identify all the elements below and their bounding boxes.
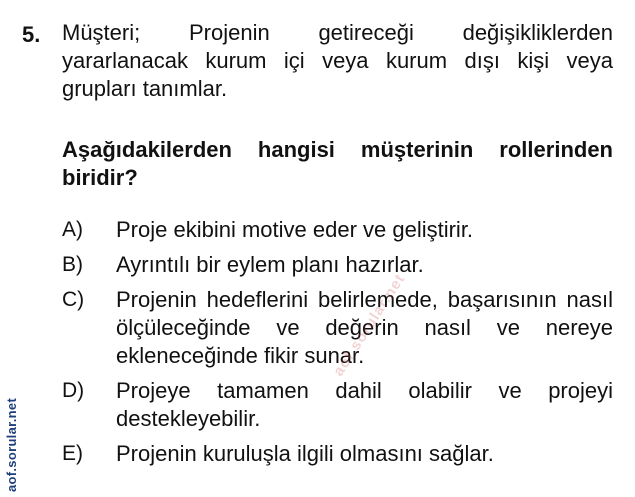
option-a-text: Proje ekibini motive eder ve geliştirir. — [116, 217, 474, 242]
option-d[interactable] — [62, 377, 613, 433]
option-e[interactable] — [62, 440, 613, 468]
side-watermark: aof.sorular.net — [4, 397, 19, 492]
diagonal-watermark: aof.sorular.net — [330, 270, 409, 380]
option-c-text: Projenin hedeflerini belirlemede, başarısının nasıl ölçüleceğinde ve değerin nasıl ve nereye ekleneceğinde fikir sunar. — [116, 287, 613, 368]
option-d-letter: D) — [62, 379, 85, 402]
option-c-letter: C) — [62, 288, 85, 311]
question-number: 5. — [22, 22, 41, 47]
option-b[interactable] — [62, 251, 613, 279]
option-e-text: Projenin kuruluşla ilgili olmasını sağlar. — [116, 441, 494, 466]
option-e-letter: E) — [62, 442, 83, 465]
answer-options — [62, 216, 613, 475]
option-a-letter: A) — [62, 218, 83, 241]
option-b-letter: B) — [62, 253, 83, 276]
question-stem: Müşteri; Projenin getireceği değişikliklerden yararlanacak kurum içi veya kurum dışı kişi veya grupları tanımlar. — [62, 20, 613, 101]
option-b-text: Ayrıntılı bir eylem planı hazırlar. — [116, 252, 424, 277]
question-prompt: Aşağıdakilerden hangisi müşterinin rollerinden biridir? — [62, 137, 613, 190]
option-d-text: Projeye tamamen dahil olabilir ve projeyi destekleyebilir. — [116, 378, 613, 431]
option-a[interactable] — [62, 216, 613, 244]
